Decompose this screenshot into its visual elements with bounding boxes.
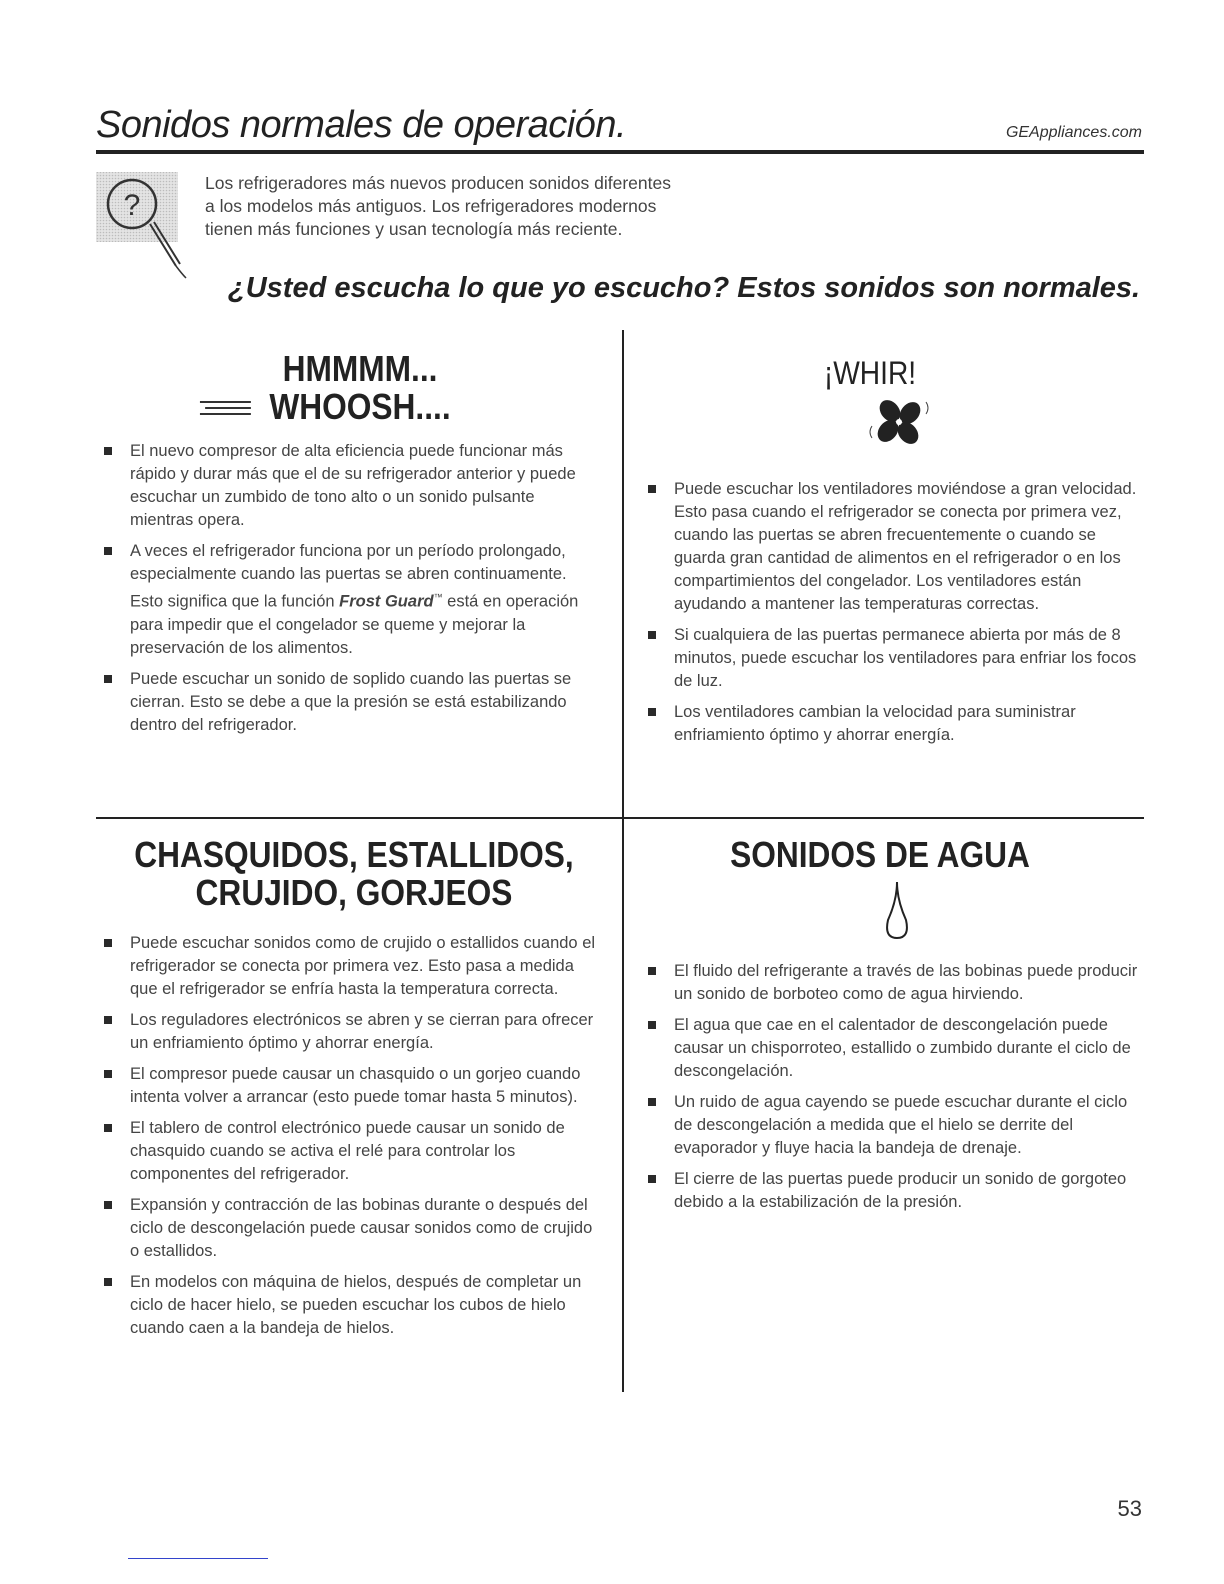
frost-guard-label: Frost Guard bbox=[339, 592, 434, 611]
water-drop-icon bbox=[882, 880, 912, 942]
agua-list bbox=[648, 960, 1144, 1222]
hmmm-heading-line-1: HMMMM... bbox=[282, 348, 438, 389]
list-item: Los ventiladores cambian la velocidad para suministrar enfriamiento óptimo y ahorrar energía. bbox=[648, 701, 1144, 747]
list-item: Los reguladores electrónicos se abren y se cierran para ofrecer un enfriamiento óptimo y ahorrar energía. bbox=[104, 1009, 600, 1055]
intro-line: Los refrigeradores más nuevos producen sonidos diferentes bbox=[205, 173, 671, 193]
whir-list bbox=[648, 478, 1144, 755]
list-item: Expansión y contracción de las bobinas durante o después del ciclo de descongelación puede causar sonidos como de crujido o estallidos. bbox=[104, 1194, 600, 1263]
list-item bbox=[104, 540, 594, 660]
list-item: Si cualquiera de las puertas permanece abierta por más de 8 minutos, puede escuchar los ventiladores para enfriar los focos de luz. bbox=[648, 624, 1144, 693]
list-item: Puede escuchar los ventiladores moviéndose a gran velocidad. Esto pasa cuando el refrigerador se conecta por primera vez, cuando las puertas se abren frecuentemente o cuando se guarda gran cantidad de alimentos en el refrigerador o en los compartimientos del congelador. Los ventiladores están ayudando a mantener las temperaturas correctas. bbox=[648, 478, 1144, 616]
list-item: Un ruido de agua cayendo se puede escuchar durante el ciclo de descongelación a medida que el hielo se derrite del evaporador y fluye hacia la bandeja de drenaje. bbox=[648, 1091, 1144, 1160]
fan-icon bbox=[866, 392, 936, 452]
hmmm-list bbox=[104, 440, 594, 745]
question-magnifier-icon bbox=[96, 168, 206, 280]
chasquidos-list bbox=[104, 932, 600, 1348]
question-heading: ¿Usted escucha lo que yo escucho? Estos sonidos son normales. bbox=[228, 272, 1141, 304]
page-header bbox=[96, 104, 1144, 154]
header-rule bbox=[96, 150, 1144, 154]
column-divider bbox=[622, 330, 624, 1392]
trademark-mark: ™ bbox=[433, 592, 443, 602]
list-item: El compresor puede causar un chasquido o un gorjeo cuando intenta volver a arrancar (esto puede tomar hasta 5 minutos). bbox=[104, 1063, 600, 1109]
list-item-text: A veces el refrigerador funciona por un período prolongado, especialmente cuando las puertas se abren continuamente. Esto significa que la función bbox=[130, 542, 567, 611]
list-item: En modelos con máquina de hielos, después de completar un ciclo de hacer hielo, se pueden escuchar los cubos de hielo cuando caen a la bandeja de hielos. bbox=[104, 1271, 600, 1340]
row-divider bbox=[96, 817, 1144, 819]
intro-line: tienen más funciones y usan tecnología más reciente. bbox=[205, 219, 623, 239]
intro-line: a los modelos más antiguos. Los refrigeradores modernos bbox=[205, 196, 657, 216]
hmmm-heading bbox=[175, 350, 545, 426]
whoosh-lines-icon bbox=[200, 398, 253, 418]
agua-heading: SONIDOS DE AGUA bbox=[730, 834, 1030, 875]
page-title: Sonidos normales de operación. bbox=[96, 104, 627, 146]
footer-link-line bbox=[128, 1558, 268, 1559]
intro-text bbox=[205, 172, 765, 241]
chasquidos-heading bbox=[134, 836, 574, 912]
list-item: Puede escuchar un sonido de soplido cuando las puertas se cierran. Esto se debe a que la presión se está estabilizando dentro del refrigerador. bbox=[104, 668, 594, 737]
list-item: El cierre de las puertas puede producir un sonido de gorgoteo debido a la estabilización de la presión. bbox=[648, 1168, 1144, 1214]
chasquidos-heading-line-1: CHASQUIDOS, ESTALLIDOS, bbox=[134, 834, 574, 875]
list-item: El nuevo compresor de alta eficiencia puede funcionar más rápido y durar más que el de su refrigerador anterior y puede escuchar un zumbido de tono alto o un sonido pulsante mientras opera. bbox=[104, 440, 594, 532]
list-item: El fluido del refrigerante a través de las bobinas puede producir un sonido de borboteo como de agua hirviendo. bbox=[648, 960, 1144, 1006]
page-number: 53 bbox=[1117, 1496, 1142, 1521]
list-item: El tablero de control electrónico puede causar un sonido de chasquido cuando se activa el relé para controlar los componentes del refrigerador. bbox=[104, 1117, 600, 1186]
whir-heading: ¡WHIR! bbox=[823, 355, 917, 391]
list-item: El agua que cae en el calentador de descongelación puede causar un chisporroteo, estallido o zumbido durante el ciclo de descongelación. bbox=[648, 1014, 1144, 1083]
list-item: Puede escuchar sonidos como de crujido o estallidos cuando el refrigerador se conecta por primera vez. Esto pasa a medida que el refrigerador se enfría hasta la temperatura correcta. bbox=[104, 932, 600, 1001]
list-item-text: está en operación para impedir que el congelador se queme y mejorar la preservación de los alimentos. bbox=[130, 592, 579, 657]
svg-text:?: ? bbox=[123, 189, 141, 222]
hmmm-heading-line-2: WHOOSH.... bbox=[269, 386, 451, 427]
chasquidos-heading-line-2: CRUJIDO, GORJEOS bbox=[195, 872, 513, 913]
site-url: GEAppliances.com bbox=[1005, 124, 1142, 141]
